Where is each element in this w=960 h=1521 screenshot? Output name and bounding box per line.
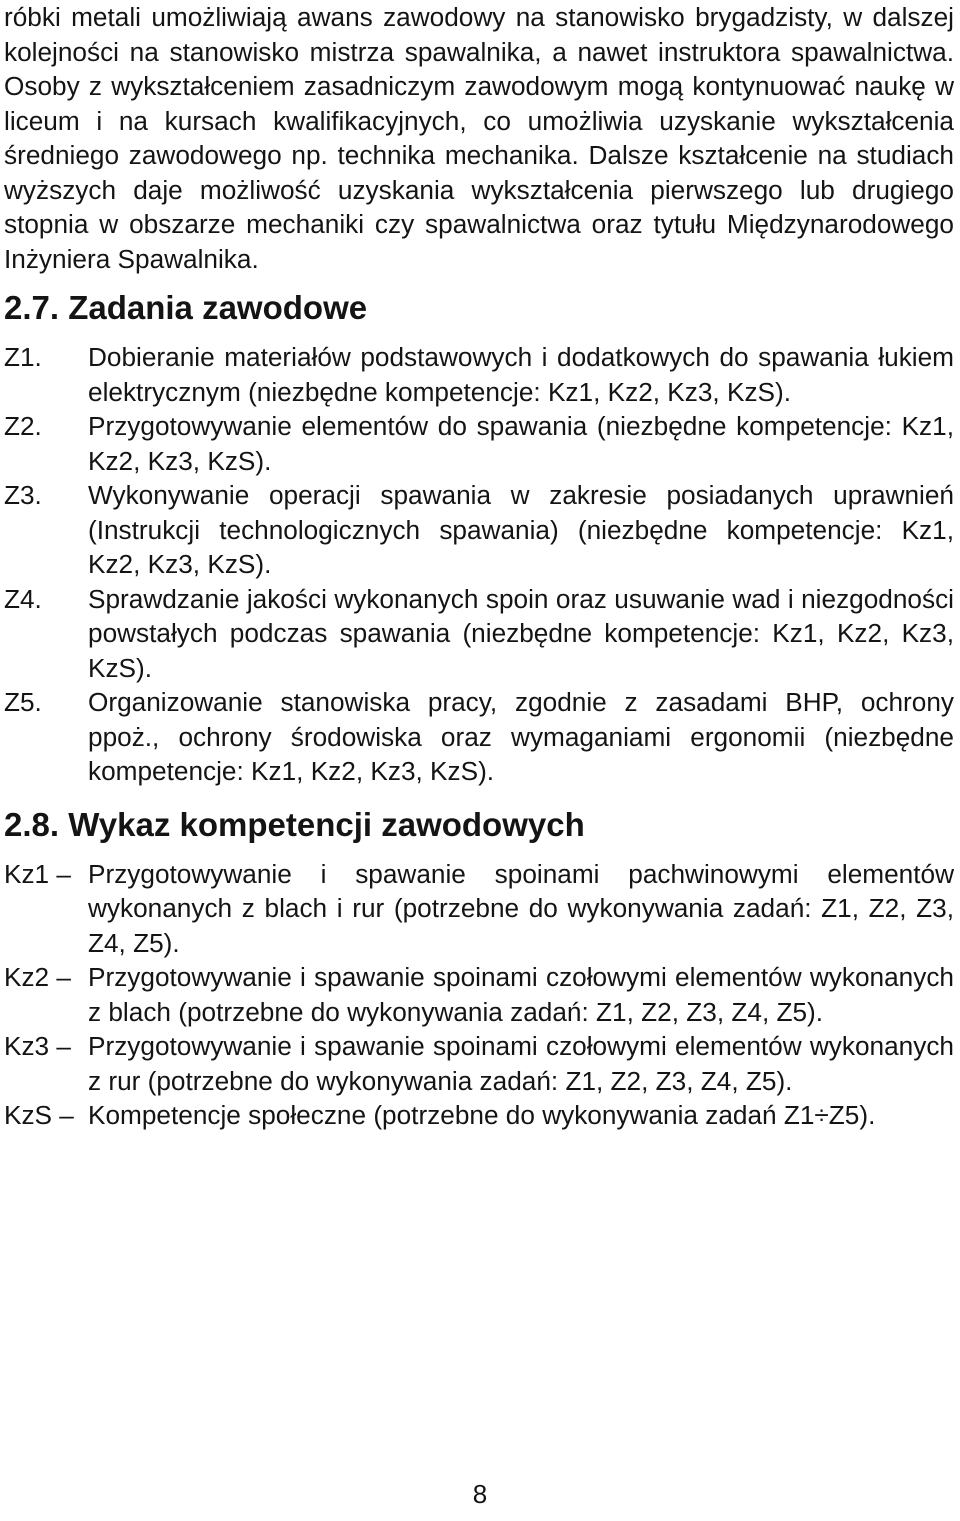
task-item [4,409,954,478]
task-item [4,478,954,582]
competency-label: Kz2 – [4,962,71,992]
task-item [4,582,954,686]
competency-item [4,857,954,961]
competency-label: KzS – [4,1100,74,1130]
task-label: Z2. [4,411,42,441]
section-heading-competencies: 2.8. Wykaz kompetencji zawodowych [4,805,585,843]
competency-item [4,1029,954,1098]
task-label: Z4. [4,583,42,614]
task-text: Dobieranie materiałów podstawowych i dodatkowych do spawania łukiem elektrycznym (niezbędne kompetencje: Kz1, Kz2, Kz3, KzS). [88,342,954,407]
task-text: Przygotowywanie elementów do spawania (niezbędne kompetencje: Kz1, Kz2, Kz3, KzS). [88,411,954,476]
task-text: Sprawdzanie jakości wykonanych spoin oraz usuwanie wad i niezgodności powstałych podczas spawania (niezbędne kompetencje: Kz1, Kz2, Kz3, KzS). [88,583,954,683]
task-item [4,340,954,409]
task-label: Z5. [4,687,42,717]
competency-item [4,960,954,1029]
tasks-list [4,340,954,789]
section-heading-tasks: 2.7. Zadania zawodowe [4,289,368,326]
document-page [4,0,954,1133]
competency-text: Przygotowywanie i spawanie spoinami pachwinowymi elementów wykonanych z blach i rur (potrzebne do wykonywania zadań: Z1, Z2, Z3, Z4, Z5). [88,858,954,958]
competency-text: Przygotowywanie i spawanie spoinami czołowymi elementów wykonanych z blach (potrzebne do wykonywania zadań: Z1, Z2, Z3, Z4, Z5). [88,962,954,1027]
competency-label: Kz1 – [4,858,71,889]
competencies-list [4,857,954,1133]
intro-paragraph: róbki metali umożliwiają awans zawodowy na stanowisko brygadzisty, w dalszej kolejności na stanowisko mistrza spawalnika, a nawet instruktora spawalnictwa. Osoby z wykształceniem zasadniczym zawodowym mogą kontynuować naukę w liceum i na kursach kwalifikacyjnych, co umożliwia uzyskanie wykształcenia średniego zawodowego np. technika mechanika. Dalsze kształcenie na studiach wyższych daje możliwość uzyskania wykształcenia pierwszego lub drugiego stopnia w obszarze mechaniki czy spawalnictwa oraz tytułu Międzynarodowego Inżyniera Spawalnika. [4,2,954,274]
task-label: Z1. [4,342,42,372]
competency-text: Kompetencje społeczne (potrzebne do wykonywania zadań Z1÷Z5). [88,1100,876,1130]
task-text: Wykonywanie operacji spawania w zakresie posiadanych uprawnień (Instrukcji technologicznych spawania) (niezbędne kompetencje: Kz1, Kz2, Kz3, KzS). [88,480,954,579]
competency-text: Przygotowywanie i spawanie spoinami czołowymi elementów wykonanych z rur (potrzebne do wykonywania zadań: Z1, Z2, Z3, Z4, Z5). [88,1031,954,1096]
task-text: Organizowanie stanowiska pracy, zgodnie z zasadami BHP, ochrony ppoż., ochrony środowiska oraz wymaganiami ergonomii (niezbędne kompetencje: Kz1, Kz2, Kz3, KzS). [88,687,954,786]
competency-item [4,1098,954,1133]
competency-label: Kz3 – [4,1031,71,1061]
page-number: 8 [472,1479,488,1509]
task-item [4,685,954,789]
task-label: Z3. [4,480,42,510]
